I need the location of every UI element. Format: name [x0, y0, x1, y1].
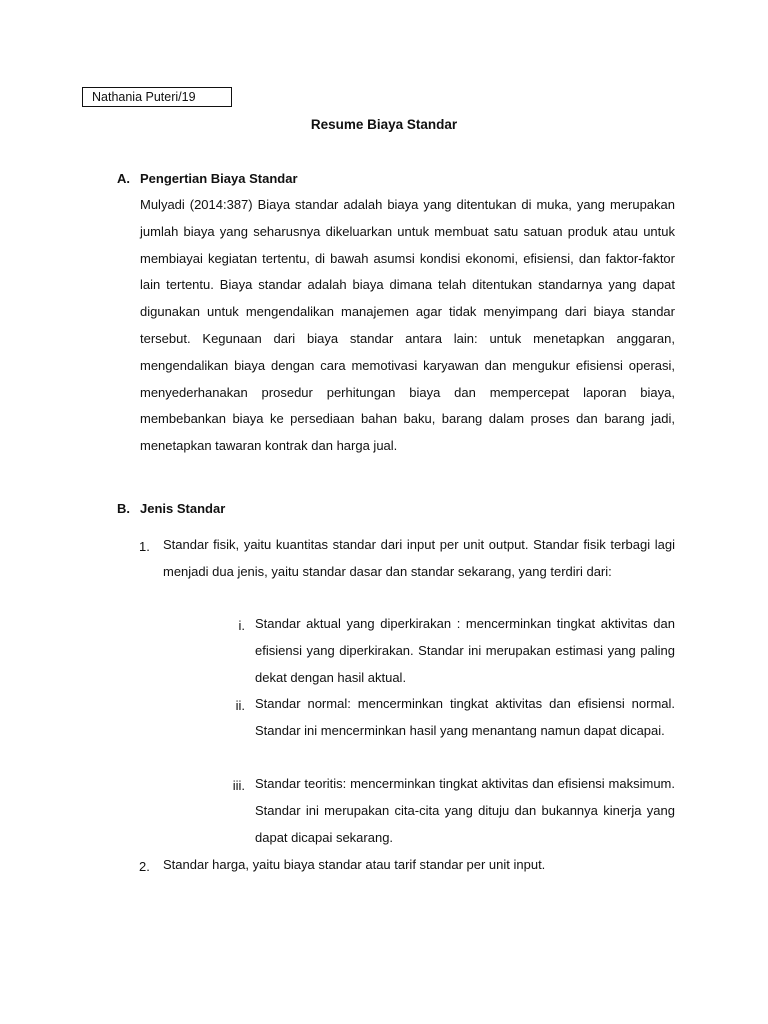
section-b-letter: B. — [117, 501, 130, 516]
sublist-item-text: Standar teoritis: mencerminkan tingkat aktivitas dan efisiensi maksimum. Standar ini merupakan cita-cita yang dituju dan bukannya kinerja yang dapat dicapai sekarang. — [255, 776, 675, 845]
list-item-number: 1. — [139, 539, 150, 554]
sublist-item-number: ii. — [235, 698, 245, 713]
page-title: Resume Biaya Standar — [310, 117, 458, 132]
author-name-box: Nathania Puteri/19 — [82, 87, 232, 107]
sublist-item-number: iii. — [232, 778, 245, 793]
section-a-paragraph: Mulyadi (2014:387) Biaya standar adalah biaya yang ditentukan di muka, yang merupakan jumlah biaya yang seharusnya dikeluarkan untuk membuat satu satuan produk atau untuk membiayai kegiatan tertentu, di bawah asumsi kondisi ekonomi, efisiensi, dan faktor-faktor lain tertentu. Biaya standar adalah biaya dimana telah ditentukan standarnya yang dapat digunakan untuk mengendalikan manajemen agar tidak menyimpang dari biaya standar tersebut. Kegunaan dari biaya standar antara lain: untuk menetapkan anggaran, mengendalikan biaya dengan cara memotivasi karyawan dan mengukur efisiensi operasi, menyederhanakan prosedur perhitungan biaya dan mempercepat laporan biaya, membebankan biaya ke persediaan bahan baku, barang dalam proses dan barang jadi, menetapkan tawaran kontrak dan harga jual. — [140, 197, 675, 454]
sublist-item-text: Standar aktual yang diperkirakan : mencerminkan tingkat aktivitas dan efisiensi yang diperkirakan. Standar ini merupakan estimasi yang paling dekat dengan hasil aktual. — [255, 616, 675, 685]
list-item-text: Standar harga, yaitu biaya standar atau tarif standar per unit input. — [163, 857, 546, 872]
sublist-item-text: Standar normal: mencerminkan tingkat aktivitas dan efisiensi normal. Standar ini mencerminkan hasil yang menantang namun dapat dicapai. — [255, 696, 675, 738]
list-item-number: 2. — [139, 859, 150, 874]
list-item-text: Standar fisik, yaitu kuantitas standar dari input per unit output. Standar fisik terbagi lagi menjadi dua jenis, yaitu standar dasar dan standar sekarang, yang terdiri dari: — [163, 537, 675, 579]
section-a-heading: Pengertian Biaya Standar — [140, 171, 298, 186]
section-b-heading: Jenis Standar — [140, 501, 226, 516]
sublist-item-number: i. — [238, 618, 245, 633]
section-a-letter: A. — [117, 171, 130, 186]
